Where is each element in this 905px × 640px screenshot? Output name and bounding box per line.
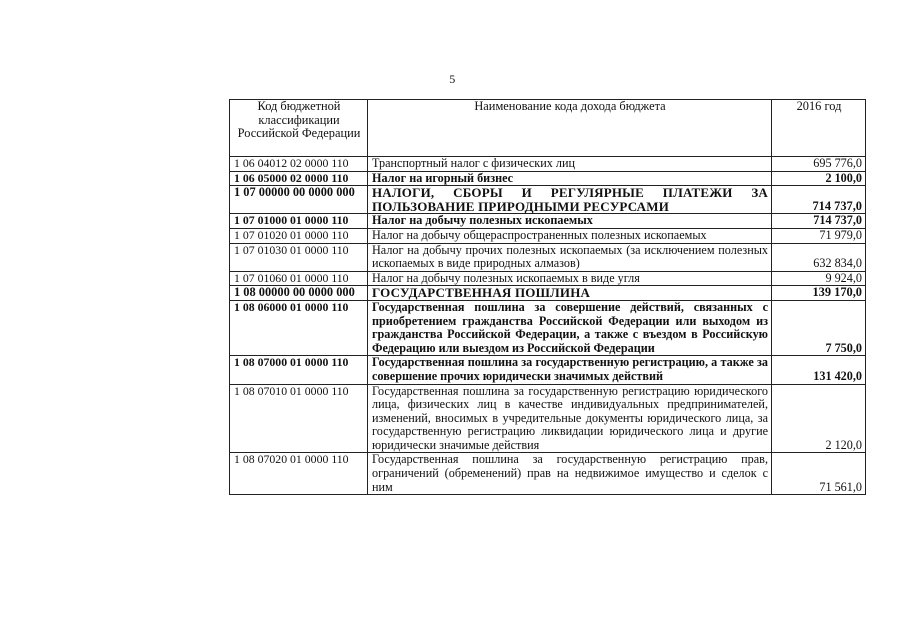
table-row [230,271,866,286]
table-row [230,186,866,214]
table-row [230,300,866,355]
table-row [230,243,866,271]
row-value: 139 170,0 [772,286,866,301]
row-code: 1 06 05000 02 0000 110 [230,171,368,186]
table-row [230,228,866,243]
row-name: Налог на добычу полезных ископаемых [368,214,772,229]
row-value: 2 100,0 [772,171,866,186]
row-value: 714 737,0 [772,186,866,214]
row-name: Транспортный налог с физических лиц [368,157,772,172]
row-value: 632 834,0 [772,243,866,271]
table-row [230,214,866,229]
page-number: 5 [449,72,456,86]
header-code: Код бюджетной классификации Российской Федерации [230,100,368,157]
table-row [230,157,866,172]
table-row [230,286,866,301]
header-name: Наименование кода дохода бюджета [368,100,772,157]
row-value: 9 924,0 [772,271,866,286]
row-name: Налог на добычу общераспространенных полезных ископаемых [368,228,772,243]
row-value: 695 776,0 [772,157,866,172]
row-value: 71 979,0 [772,228,866,243]
table-row [230,453,866,495]
table-header-row [230,100,866,157]
row-name: Налог на игорный бизнес [368,171,772,186]
row-code: 1 06 04012 02 0000 110 [230,157,368,172]
row-name: Налог на добычу полезных ископаемых в виде угля [368,271,772,286]
row-value: 2 120,0 [772,384,866,453]
row-code: 1 08 06000 01 0000 110 [230,300,368,355]
row-name: ГОСУДАРСТВЕННАЯ ПОШЛИНА [368,286,772,301]
row-code: 1 08 00000 00 0000 000 [230,286,368,301]
row-name: Налог на добычу прочих полезных ископаемых (за исключением полезных ископаемых в виде природных алмазов) [368,243,772,271]
row-name: Государственная пошлина за государственную регистрацию, а также за совершение прочих юридически значимых действий [368,356,772,384]
row-value: 131 420,0 [772,356,866,384]
row-name: НАЛОГИ, СБОРЫ И РЕГУЛЯРНЫЕ ПЛАТЕЖИ ЗА ПОЛЬЗОВАНИЕ ПРИРОДНЫМИ РЕСУРСАМИ [368,186,772,214]
table-row [230,171,866,186]
budget-income-table [229,99,866,495]
row-code: 1 07 00000 00 0000 000 [230,186,368,214]
row-value: 7 750,0 [772,300,866,355]
row-code: 1 08 07000 01 0000 110 [230,356,368,384]
row-name: Государственная пошлина за государственную регистрацию прав, ограничений (обременений) прав на недвижимое имущество и сделок с ним [368,453,772,495]
row-code: 1 08 07020 01 0000 110 [230,453,368,495]
table-row [230,384,866,453]
row-code: 1 07 01030 01 0000 110 [230,243,368,271]
header-year: 2016 год [772,100,866,157]
row-code: 1 07 01020 01 0000 110 [230,228,368,243]
table-row [230,356,866,384]
row-name: Государственная пошлина за государственную регистрацию юридического лица, физических лиц в качестве индивидуальных предпринимателей, изменений, вносимых в учредительные документы юридического лица, за государственную регистрацию ликвидации юридического лица и другие юридически значимые действия [368,384,772,453]
row-code: 1 07 01060 01 0000 110 [230,271,368,286]
row-value: 714 737,0 [772,214,866,229]
row-code: 1 08 07010 01 0000 110 [230,384,368,453]
row-code: 1 07 01000 01 0000 110 [230,214,368,229]
row-name: Государственная пошлина за совершение действий, связанных с приобретением гражданства Российской Федерации или выходом из гражданства Российской Федерации, а также с въездом в Российскую Федерацию или выездом из Российской Федерации [368,300,772,355]
row-value: 71 561,0 [772,453,866,495]
